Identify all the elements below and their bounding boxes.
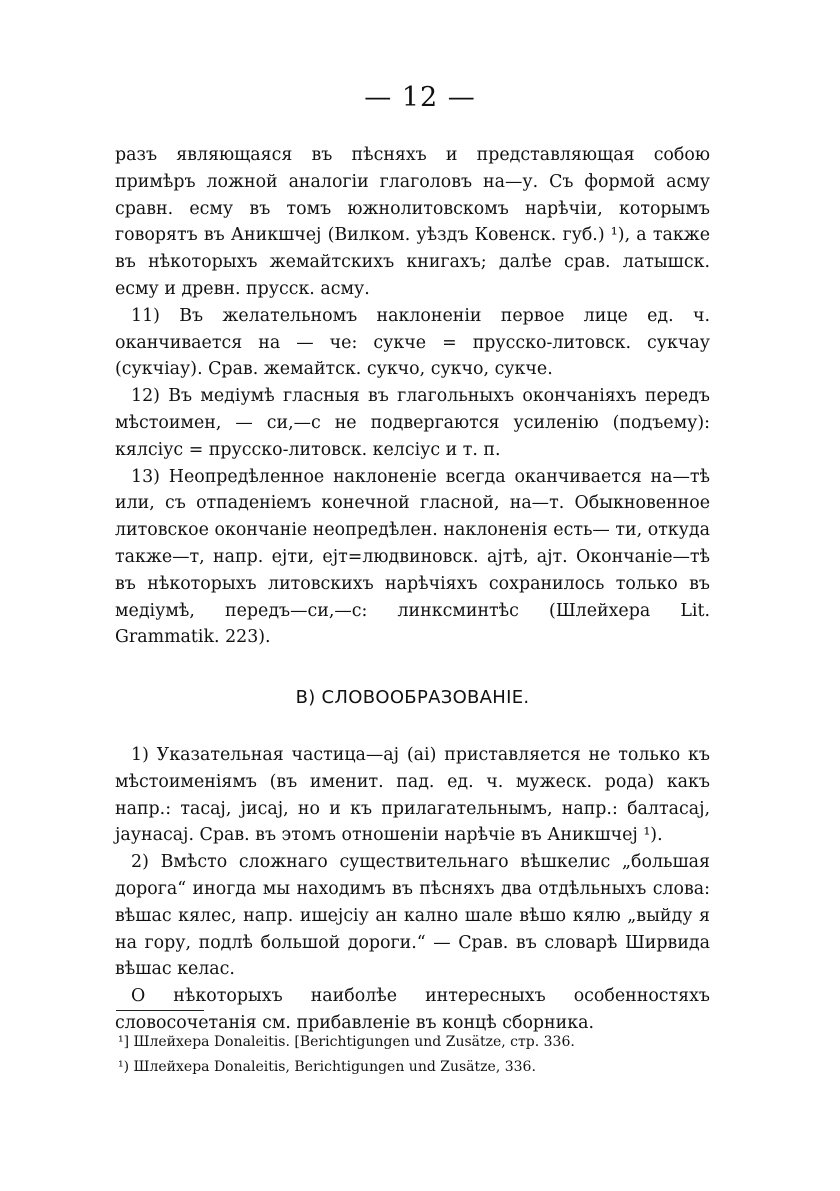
paragraph-11: 11) Въ желательномъ наклоненіи первое лице ед. ч. оканчивается на — че: сукче = прусско-литовск. сукчау (сукчіау). Срав. жемайтск. сукчо, сукчо, сукче.: [115, 305, 710, 380]
paragraph-12: 12) Въ медіумѣ гласныя въ глагольныхъ окончаніяхъ передъ мѣстоимен, — си,—с не подвергаются усиленію (подъему): кялсіус = прусско-литовск. келсіус и т. п.: [115, 386, 710, 460]
paragraph-13: 13) Неопредѣленное наклоненіе всегда оканчивается на—тѣ или, съ отпаденіемъ конечной гласной, на—т. Обыкновенное литовское окончаніе неопредѣлен. наклоненія есть— ти, откуда также—т, напр. ејти, ејт=людвиновск. ајтѣ, ајт. Окончаніе—тѣ въ нѣкоторыхъ литовскихъ нарѣчіяхъ сохранилось только въ медіумѣ, передъ—си,—с: линксминтѣс (Шлейхера Lit. Grammatik. 223).: [115, 466, 710, 648]
footnote-1: ¹] Шлейхера Donaleitis. [Berichtigungen und Zusätze, стр. 336.: [118, 1034, 575, 1050]
main-text: [115, 142, 710, 1037]
section-heading: В) СЛОВООБРАЗОВАНІЕ.: [295, 687, 530, 709]
footnote-2: ¹) Шлейхера Donaleitis, Berichtigungen und Zusätze, 336.: [118, 1059, 536, 1075]
footnote-divider: [116, 1010, 204, 1011]
page-number: — 12 —: [364, 82, 476, 113]
paragraph-word-formation-2: 2) Вмѣсто сложнаго существительнаго вѣшкелис „большая дорога“ иногда мы находимъ въ пѣсняхъ два отдѣльныхъ слова: вѣшас кялес, напр. ишејсіу ан кално шале вѣшо кялю „выйду я на гору, подлѣ большой дороги.“ — Срав. въ словарѣ Ширвида вѣшас келас.: [115, 852, 710, 980]
footnotes: [118, 1030, 718, 1080]
paragraph-word-formation-1: 1) Указательная частица—ај (аі) приставляется не только къ мѣстоименіямъ (въ именит. пад. ед. ч. мужеск. рода) какъ напр.: тасај, јисај, но и къ прилагательнымъ, напр.: балтасај, јаунасај. Срав. въ этомъ отношеніи нарѣчіе въ Аникшчеј ¹).: [115, 744, 710, 846]
paragraph-continuation: разъ являющаяся въ пѣсняхъ и представляющая собою примѣръ ложной аналогіи глаголовъ на—у. Съ формой асму сравн. есму въ томъ южнолитовскомъ нарѣчіи, которымъ говорятъ въ Аникшчеј (Вилком. уѣздъ Ковенск. губ.) ¹), а также въ нѣкоторыхъ жемайтскихъ книгахъ; далѣе срав. латышск. есму и древн. прусск. асму.: [115, 145, 710, 299]
paragraph-closing-note: О нѣкоторыхъ наиболѣе интересныхъ особенностяхъ словосочетанія см. прибавленіе въ концѣ сборника.: [115, 986, 710, 1033]
